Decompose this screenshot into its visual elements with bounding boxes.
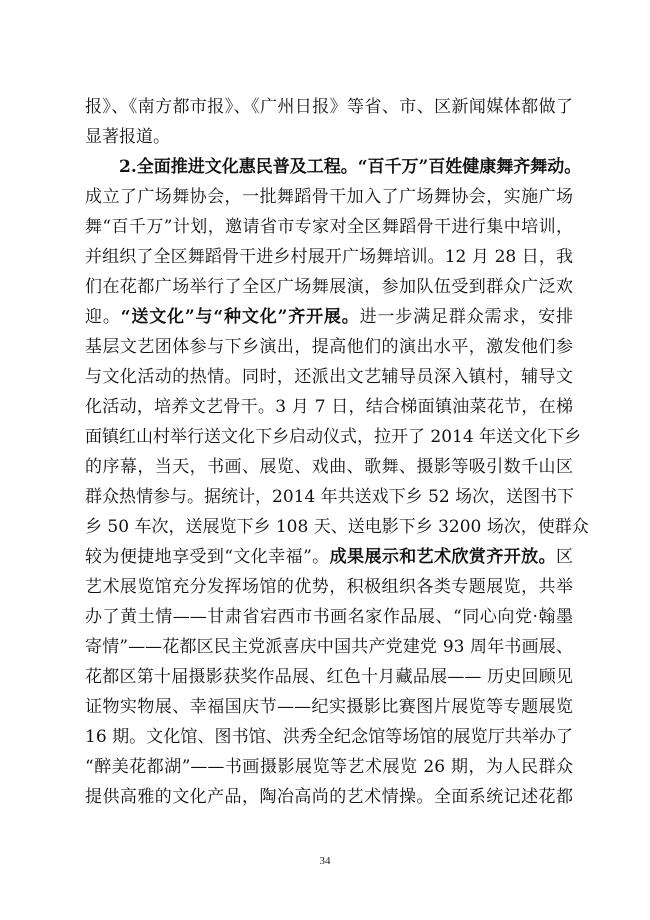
plain-text: 进一步满足群众需求，安排 — [359, 307, 574, 327]
plain-text: 区 — [556, 547, 573, 567]
page-number: 34 — [319, 855, 331, 867]
text-line: 寄情”——花都区民主党派喜庆中国共产党建党 93 周年书画展、 — [85, 637, 573, 657]
text-line: 成立了广场舞协会，一批舞蹈骨干加入了广场舞协会，实施广场 — [85, 187, 573, 207]
plain-text: 迎。 — [85, 307, 121, 327]
text-line: 艺术展览馆充分发挥场馆的优势，积极组织各类专题展览，共举 — [85, 577, 573, 597]
bold-subheading: 成果展示和艺术欣赏齐开放。 — [329, 547, 556, 567]
text-line: 办了黄土情——甘肃省宕西市书画名家作品展、“同心向党·翰墨 — [85, 607, 573, 627]
text-line: 证物实物展、幸福国庆节——纪实摄影比赛图片展览等专题展览 — [85, 697, 573, 717]
plain-text: 较为便捷地享受到“文化幸福”。 — [85, 547, 330, 567]
text-line: 的序幕，当天，书画、展览、戏曲、歌舞、摄影等吸引数千山区 — [85, 457, 573, 477]
text-line: 花都区第十届摄影获奖作品展、红色十月藏品展—— 历史回顾见 — [85, 667, 573, 687]
text-line: 舞“百千万”计划，邀请省市专家对全区舞蹈骨干进行集中培训， — [85, 217, 573, 237]
text-line: 显著报道。 — [85, 127, 170, 147]
text-line: 们在花都广场举行了全区广场舞展演，参加队伍受到群众广泛欢 — [85, 277, 573, 297]
text-line: 化活动，培养文艺骨干。3 月 7 日，结合梯面镇油菜花节，在梯 — [85, 397, 573, 417]
text-line-with-bold — [85, 542, 573, 572]
text-line-with-bold — [85, 302, 573, 332]
text-line: 并组织了全区舞蹈骨干进乡村展开广场舞培训。12 月 28 日，我 — [85, 247, 573, 267]
text-line: 与文化活动的热情。同时，还派出文艺辅导员深入镇村，辅导文 — [85, 367, 573, 387]
text-line: 基层文艺团体参与下乡演出，提高他们的演出水平，激发他们参 — [85, 337, 573, 357]
text-line: 面镇红山村举行送文化下乡启动仪式，拉开了 2014 年送文化下乡 — [85, 427, 582, 447]
text-line: 报》、《南方都市报》、《广州日报》等省、市、区新闻媒体都做了 — [85, 97, 573, 117]
text-line: 群众热情参与。据统计，2014 年共送戏下乡 52 场次，送图书下 — [85, 487, 575, 507]
bold-subheading: “送文化”与“种文化”齐开展。 — [120, 307, 360, 327]
text-line: 乡 50 车次，送展览下乡 108 天、送电影下乡 3200 场次，使群众 — [85, 517, 589, 537]
text-line: 提供高雅的文化产品，陶冶高尚的艺术情操。全面系统记述花都 — [85, 787, 573, 807]
text-line: 16 期。文化馆、图书馆、洪秀全纪念馆等场馆的展览厅共举办了 — [85, 727, 573, 747]
text-line: “醉美花都湖”——书画摄影展览等艺术展览 26 期，为人民群众 — [85, 757, 573, 777]
section-heading: 2.全面推进文化惠民普及工程。“百千万”百姓健康舞齐舞动。 — [119, 157, 582, 177]
document-body — [85, 92, 589, 812]
